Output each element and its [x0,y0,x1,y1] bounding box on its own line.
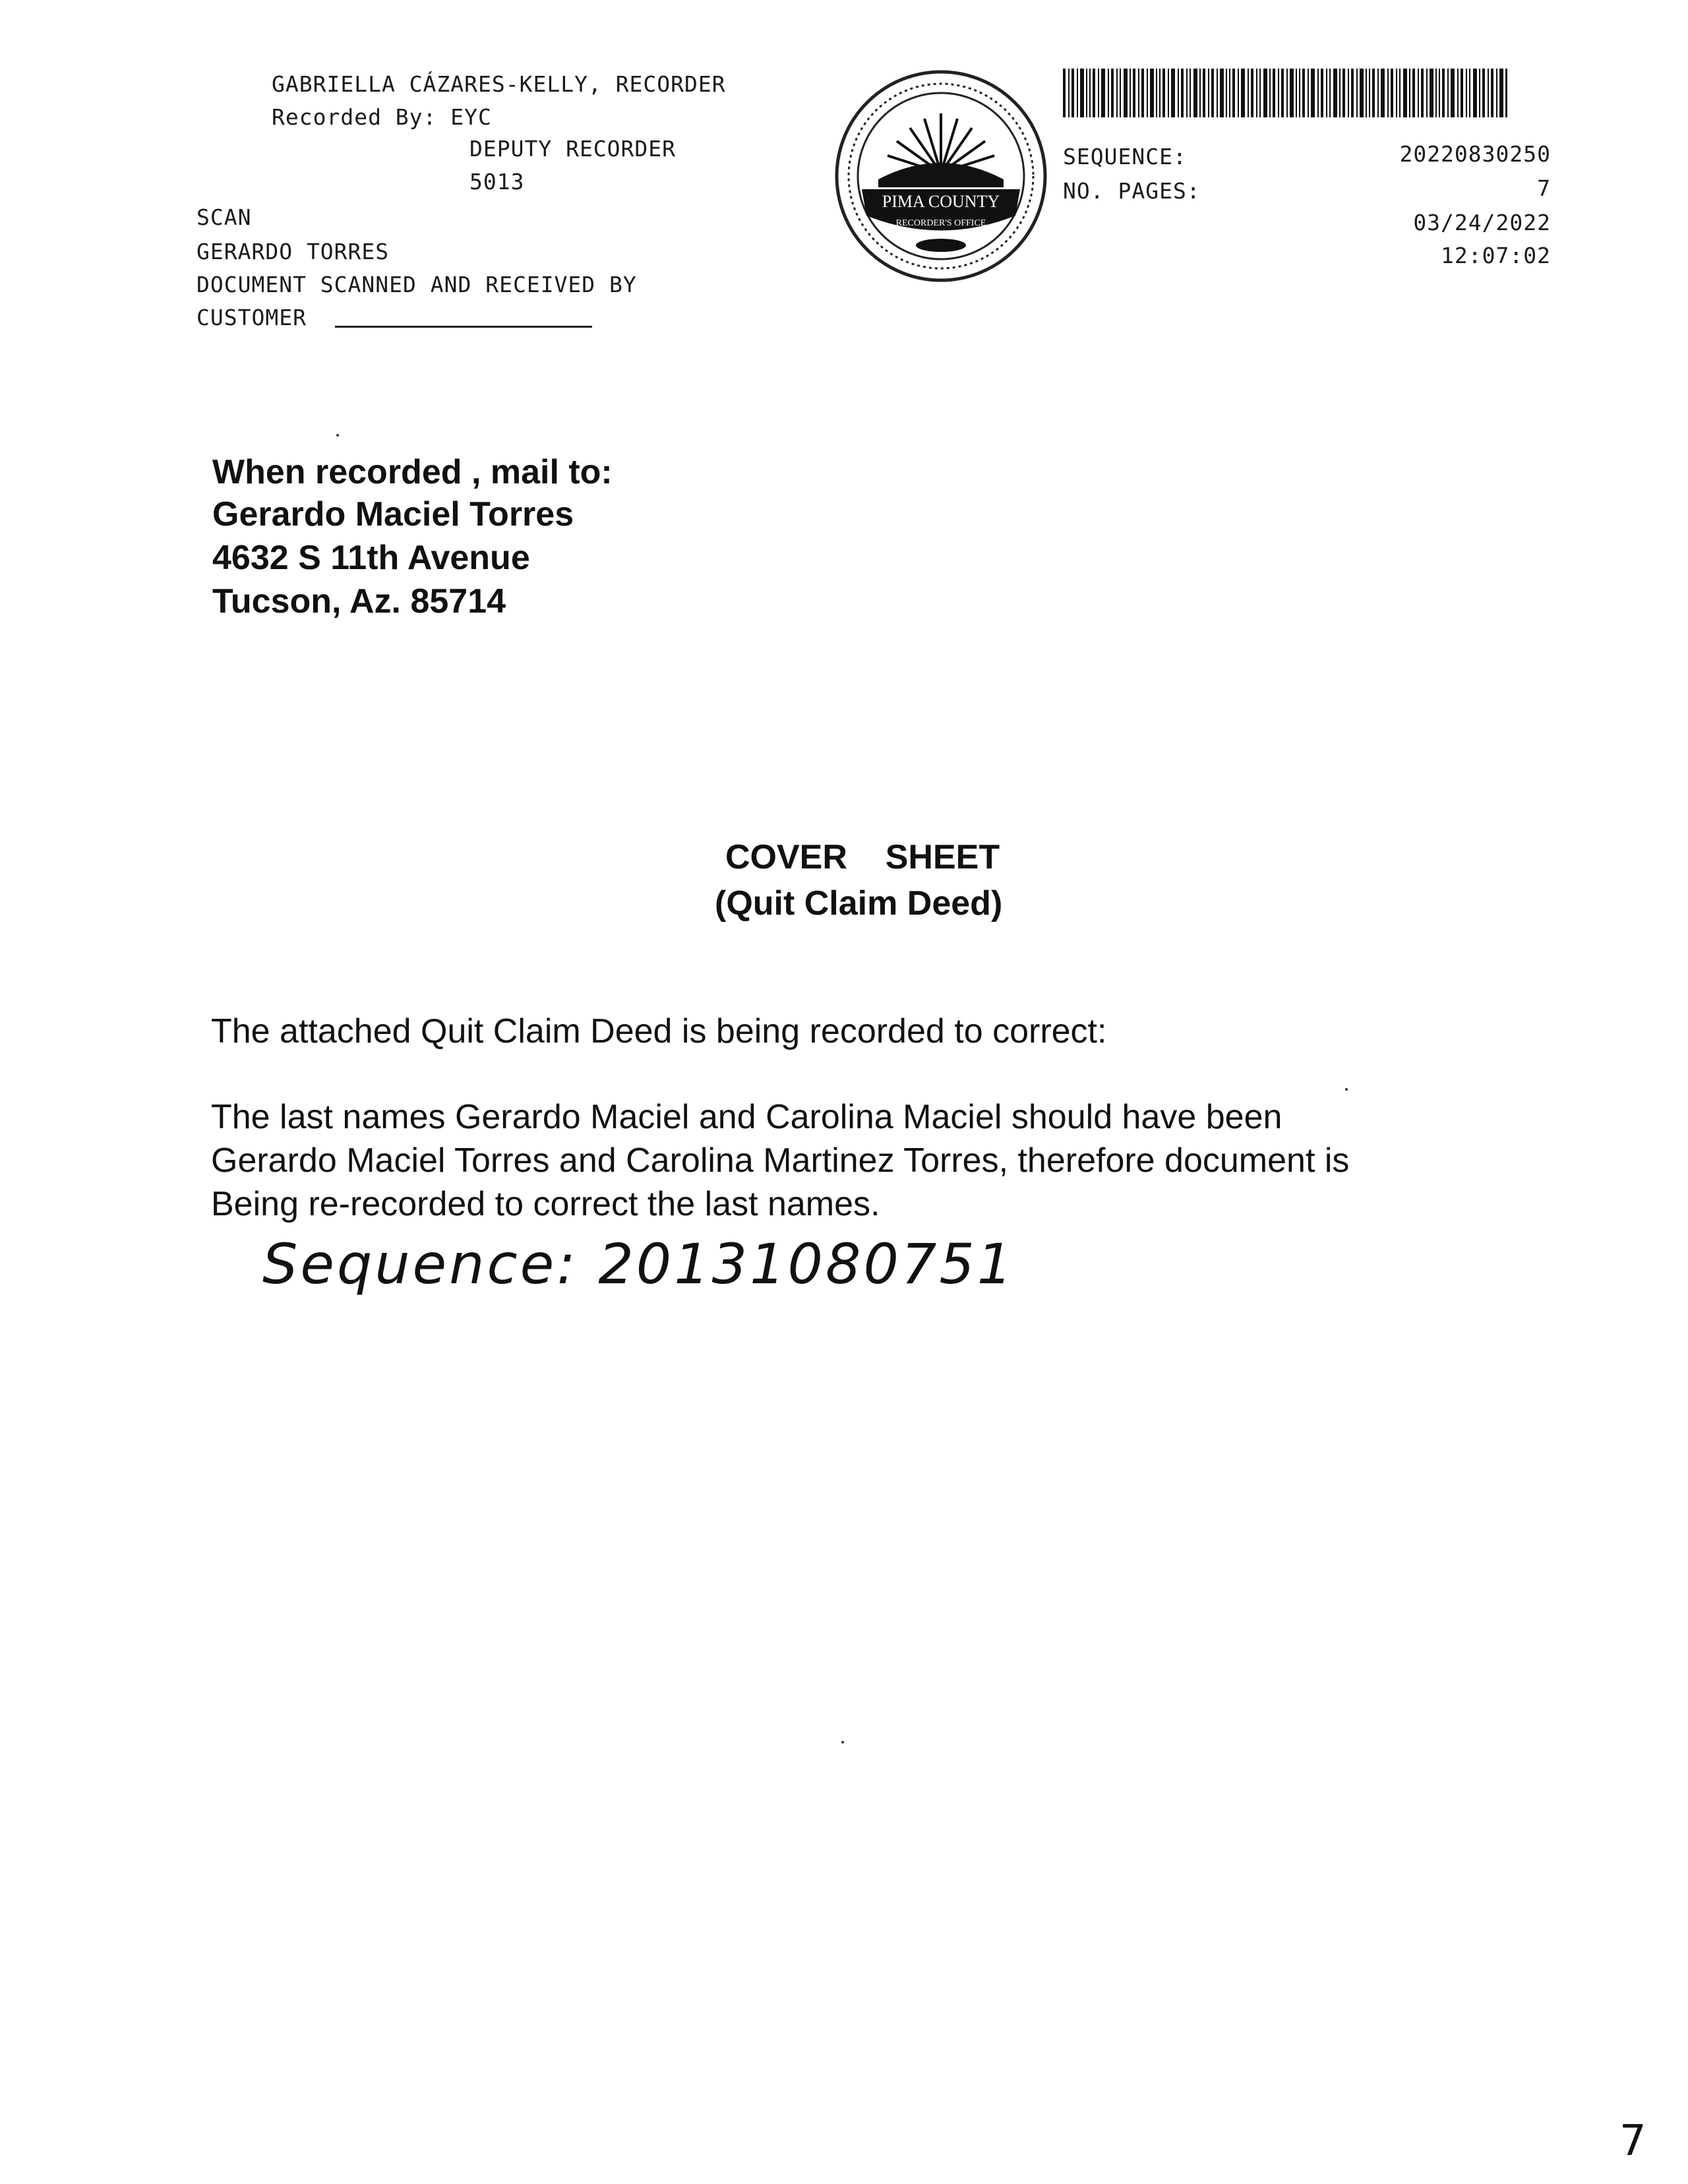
sequence-value: 20220830250 [1399,141,1551,167]
pages-label: NO. PAGES: [1063,178,1201,204]
cover-sheet-title: COVER SHEET [725,838,1000,876]
recorded-by-line: Recorded By: EYC [272,104,492,130]
recorder-line: GABRIELLA CÁZARES-KELLY, RECORDER [272,71,726,97]
record-date: 03/24/2022 [1413,210,1551,235]
deputy-number: 5013 [469,169,525,195]
scan-label: SCAN [196,204,252,230]
seal-office-text: RECORDER'S OFFICE [895,218,986,228]
handwritten-sequence-note: Sequence: 20131080751 [262,1232,1015,1296]
record-time: 12:07:02 [1441,243,1551,268]
scanned-received-line: DOCUMENT SCANNED AND RECEIVED BY [196,272,637,297]
seal-icon [832,67,1050,285]
customer-label: CUSTOMER [196,305,307,330]
customer-signature-line [335,326,592,328]
mail-to-street: 4632 S 11th Avenue [212,539,530,577]
body-paragraph-line-1: The last names Gerardo Maciel and Carolina Maciel should have been [211,1098,1282,1136]
body-paragraph-line-2: Gerardo Maciel Torres and Carolina Martinez Torres, therefore document is [211,1141,1350,1180]
barcode [1063,69,1507,117]
cover-sheet-subtitle: (Quit Claim Deed) [715,884,1003,923]
mail-to-name: Gerardo Maciel Torres [212,495,574,533]
stray-mark-3 [841,1741,844,1744]
barcode-icon [1063,69,1507,117]
body-paragraph-line-3: Being re-recorded to correct the last names. [211,1185,880,1223]
sequence-label: SEQUENCE: [1063,144,1187,169]
customer-name: GERARDO TORRES [196,239,390,264]
seal-county-text: PIMA COUNTY [882,192,1000,211]
stray-mark-2 [1345,1088,1348,1091]
pages-value: 7 [1537,175,1551,201]
pima-county-seal [832,67,1050,285]
mail-to-heading: When recorded , mail to: [212,453,613,491]
stray-mark [336,434,339,437]
mail-to-city: Tucson, Az. 85714 [212,582,506,621]
deputy-recorder-line: DEPUTY RECORDER [469,136,677,162]
body-intro: The attached Quit Claim Deed is being recorded to correct: [211,1012,1107,1050]
page-mark: 7 [1619,2117,1649,2166]
